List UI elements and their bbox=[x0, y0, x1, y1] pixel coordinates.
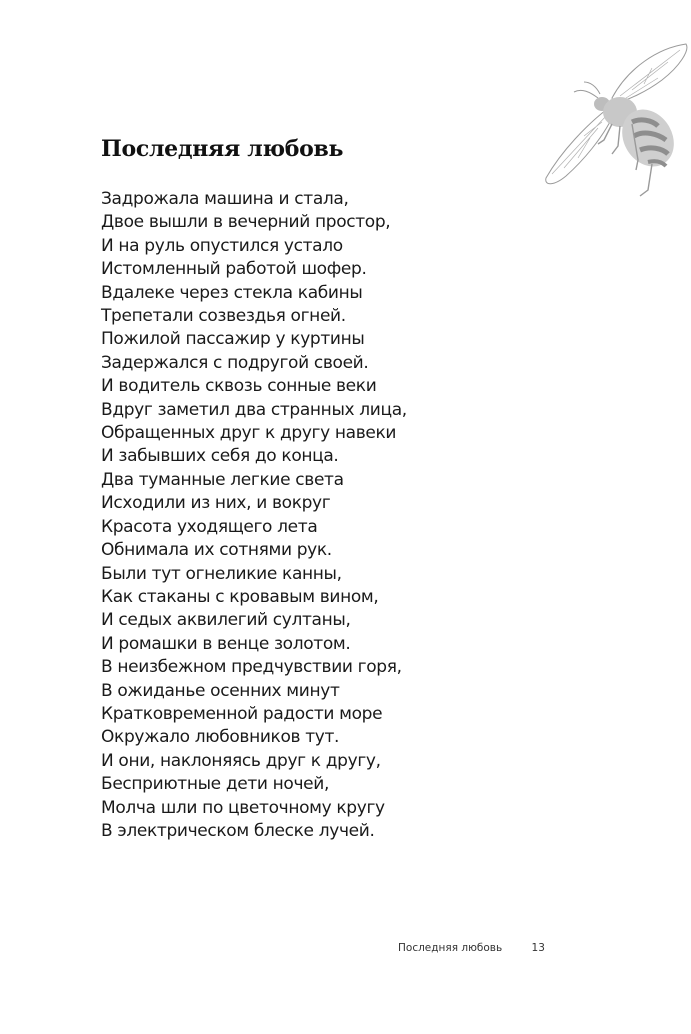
poem-line: Красота уходящего лета bbox=[101, 516, 318, 537]
poem-line: Были тут огнеликие канны, bbox=[101, 563, 342, 584]
poem-line: В электрическом блеске лучей. bbox=[101, 820, 375, 841]
poem-line: Как стаканы с кровавым вином, bbox=[101, 586, 379, 607]
poem-title: Последняя любовь bbox=[101, 136, 344, 162]
poem-line: Истомленный работой шофер. bbox=[101, 259, 367, 280]
running-title: Последняя любовь bbox=[398, 942, 503, 954]
poem-line: И на руль опустился устало bbox=[101, 235, 343, 256]
poem-line: Двое вышли в вечерний простор, bbox=[101, 212, 391, 233]
poem-line: Кратковременной радости море bbox=[101, 703, 383, 724]
poem-line: И забывших себя до конца. bbox=[101, 446, 339, 467]
poem-body bbox=[101, 188, 407, 843]
poem-line: И ромашки в венце золотом. bbox=[101, 633, 351, 654]
poem-line: Обнимала их сотнями рук. bbox=[101, 540, 332, 561]
poem-line: Трепетали созвездья огней. bbox=[101, 306, 346, 327]
page-footer bbox=[398, 942, 545, 954]
poem-line: В неизбежном предчувствии горя, bbox=[101, 657, 402, 678]
poem-line: Окружало любовников тут. bbox=[101, 727, 340, 748]
poem-line: Обращенных друг к другу навеки bbox=[101, 423, 397, 444]
poem-line: И седых аквилегий султаны, bbox=[101, 610, 351, 631]
poem-line: Бесприютные дети ночей, bbox=[101, 774, 330, 795]
poem-line: Вдалеке через стекла кабины bbox=[101, 282, 363, 303]
poem-line: Пожилой пассажир у куртины bbox=[101, 329, 365, 350]
poem-line: И они, наклоняясь друг к другу, bbox=[101, 750, 381, 771]
poem-line: И водитель сквозь сонные веки bbox=[101, 376, 377, 397]
page-number: 13 bbox=[531, 942, 545, 954]
poem-line: Задрожала машина и стала, bbox=[101, 189, 349, 209]
poem-line: Исходили из них, и вокруг bbox=[101, 493, 331, 514]
poem-line: В ожиданье осенних минут bbox=[101, 680, 340, 701]
bee-icon bbox=[540, 40, 691, 200]
poem-line: Задержался с подругой своей. bbox=[101, 352, 369, 373]
poem-line: Вдруг заметил два странных лица, bbox=[101, 399, 407, 420]
poem-line: Два туманные легкие света bbox=[101, 469, 344, 490]
poem-line: Молча шли по цветочному кругу bbox=[101, 797, 385, 818]
